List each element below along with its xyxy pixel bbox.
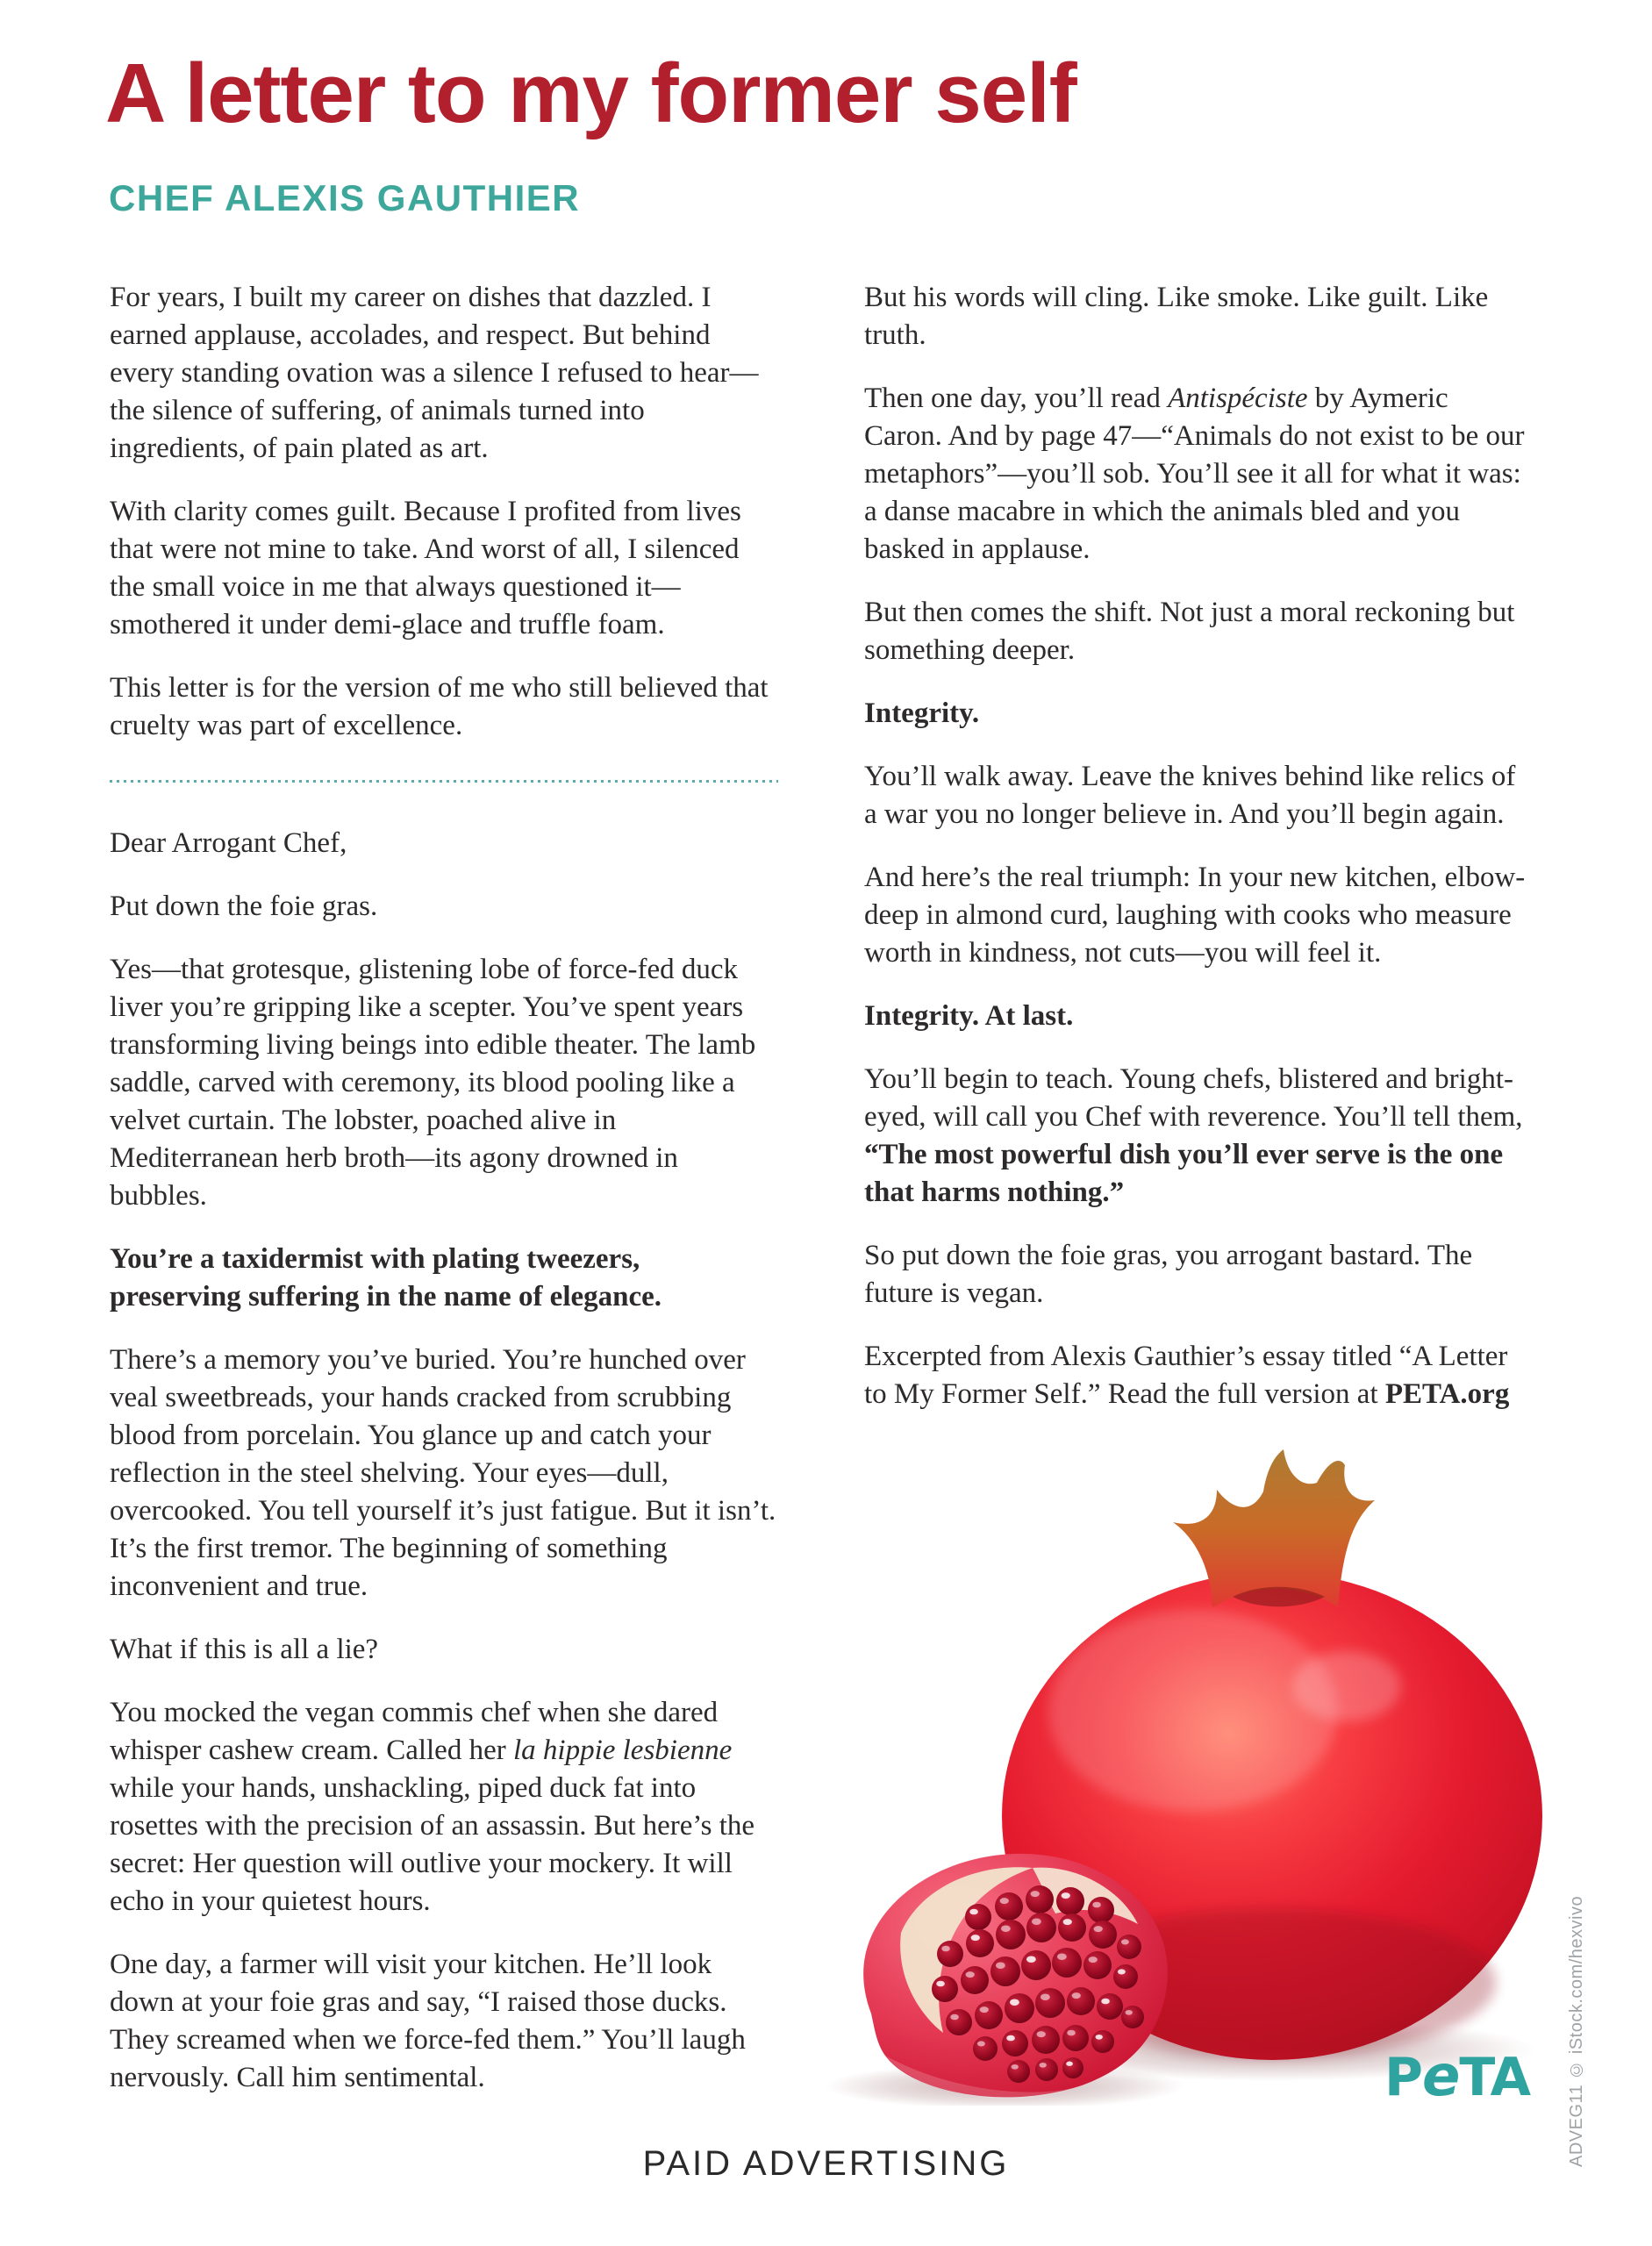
- bold-heading: Integrity. At last.: [864, 1000, 1074, 1032]
- paragraph: But his words will cling. Like smoke. Like guilt. Like truth.: [864, 282, 1489, 351]
- paragraph: [864, 1338, 1533, 1413]
- right-column: [864, 279, 1533, 1439]
- pomegranate-photo: [820, 1430, 1566, 2106]
- bold-quote: “The most powerful dish you’ll ever serve is the one that harms nothing.”: [864, 1139, 1504, 1208]
- photo-credit: ADVEG11 © iStock.com/hexvivo: [1567, 1895, 1586, 2167]
- logo-letter: e: [1421, 2044, 1460, 2109]
- logo-letter: P: [1384, 2047, 1422, 2108]
- text-segment: You mocked the vegan commis chef when she dared whisper cashew cream. Called her: [110, 1697, 719, 1766]
- italic-phrase: la hippie lesbienne: [512, 1735, 733, 1766]
- italic-book-title: Antispéciste: [1168, 383, 1308, 414]
- paragraph: One day, a farmer will visit your kitchen. He’ll look down at your foie gras and say, “I raised those ducks. They screamed when we force-fed them.” You’ll laugh nervously. Call him sentimental.: [110, 1949, 746, 2093]
- bold-heading: Integrity.: [864, 697, 980, 729]
- paragraph: So put down the foie gras, you arrogant bastard. The future is vegan.: [864, 1240, 1473, 1309]
- text-segment: while your hands, unshackling, piped duck fat into rosettes with the precision of an assassin. But here’s the secret: Her question will outlive your mockery. It will echo in your quietest hours.: [110, 1772, 755, 1917]
- peta-org-link: PETA.org: [1384, 1378, 1510, 1410]
- paragraph: And here’s the real triumph: In your new kitchen, elbow-deep in almond curd, laughing with cooks who measure worth in kindness, not cuts—you will feel it.: [864, 862, 1526, 969]
- logo-letter: TA: [1459, 2047, 1531, 2108]
- text-segment: Then one day, you’ll read: [864, 383, 1169, 414]
- paragraph: Yes—that grotesque, glistening lobe of force-fed duck liver you’re gripping like a scepter. You’ve spent years transforming living beings into edible theater. The lamb saddle, carved with ceremony, its blood pooling like a velvet curtain. The lobster, poached alive in Mediterranean herb broth—its agony drowned in bubbles.: [110, 954, 756, 1212]
- dotted-divider: [110, 780, 778, 783]
- paragraph: [110, 1694, 778, 1921]
- text-segment: Excerpted from Alexis Gauthier’s essay titled “A Letter to My Former Self.” Read the full version at: [864, 1341, 1508, 1410]
- paragraph: You’ll walk away. Leave the knives behind like relics of a war you no longer believe in. And you’ll begin again.: [864, 761, 1516, 830]
- paragraph: This letter is for the version of me who still believed that cruelty was part of excellence.: [110, 672, 769, 741]
- page-title: A letter to my former self: [105, 46, 1076, 140]
- left-column: [110, 279, 778, 2122]
- paragraph: But then comes the shift. Not just a moral reckoning but something deeper.: [864, 597, 1515, 666]
- peta-logo: [1384, 2044, 1530, 2109]
- paragraph: Put down the foie gras.: [110, 891, 378, 922]
- text-segment: by Aymeric Caron. And by page 47—“Animals do not exist to be our metaphors”—you’ll sob. You’ll see it all for what it was: a danse macabre in which the animals bled and you basked in applause.: [864, 383, 1525, 565]
- paid-advertising-label: PAID ADVERTISING: [642, 2144, 1010, 2183]
- paragraph: There’s a memory you’ve buried. You’re hunched over veal sweetbreads, your hands cracked from scrubbing blood from porcelain. You glance up and catch your reflection in the steel shelving. Your eyes—dull, overcooked. You tell yourself it’s just fatigue. But it isn’t. It’s the first tremor. The beginning of something inconvenient and true.: [110, 1344, 776, 1602]
- bold-paragraph: You’re a taxidermist with plating tweezers, preserving suffering in the name of elegance.: [110, 1243, 662, 1313]
- paragraph: With clarity comes guilt. Because I profited from lives that were not mine to take. And worst of all, I silenced the small voice in me that always questioned it—smothered it under demi-glace and truffle foam.: [110, 496, 741, 640]
- paragraph: [864, 380, 1533, 569]
- page-subtitle: CHEF ALEXIS GAUTHIER: [109, 177, 581, 218]
- salutation: Dear Arrogant Chef,: [110, 827, 347, 859]
- paragraph: [864, 1061, 1533, 1212]
- text-segment: You’ll begin to teach. Young chefs, blistered and bright-eyed, will call you Chef with reverence. You’ll tell them,: [864, 1063, 1523, 1133]
- paragraph: For years, I built my career on dishes that dazzled. I earned applause, accolades, and respect. But behind every standing ovation was a silence I refused to hear—the silence of suffering, of animals turned into ingredients, of pain plated as art.: [110, 282, 759, 464]
- paragraph: What if this is all a lie?: [110, 1634, 379, 1665]
